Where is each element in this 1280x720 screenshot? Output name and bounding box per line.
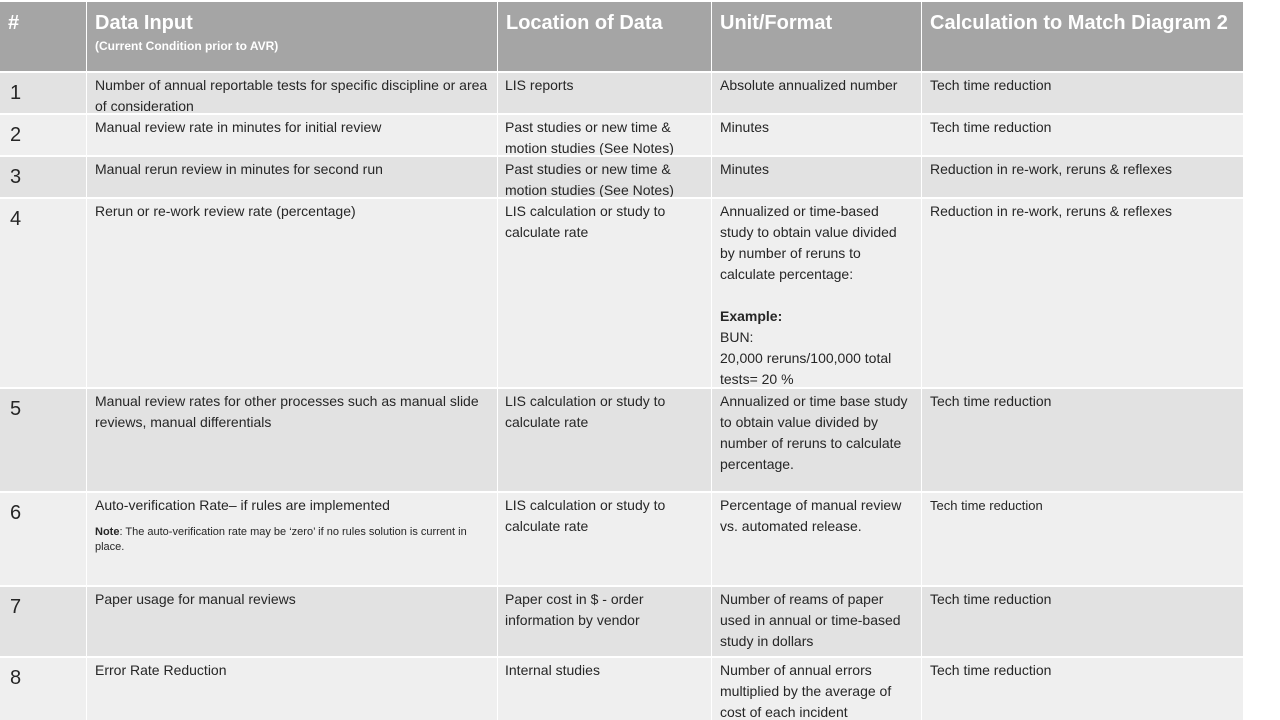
row-unit: Absolute annualized number [712, 73, 922, 113]
header-data-input-subtitle: (Current Condition prior to AVR) [95, 39, 279, 53]
row-input: Error Rate Reduction [87, 658, 498, 720]
row-unit: Percentage of manual review vs. automated release. [712, 493, 922, 585]
note-text: : The auto-verification rate may be ‘zero’ if no rules solution is current in place. [95, 525, 467, 553]
table-row [0, 658, 1243, 720]
row-calc: Tech time reduction [930, 76, 1052, 93]
row-calc: Reduction in re-work, reruns & reflexes [930, 202, 1172, 219]
row-location: LIS calculation or study to calculate rate [498, 493, 712, 585]
row-input: Auto-verification Rate– if rules are implemented [95, 496, 390, 513]
row-input: Manual review rates for other processes such as manual slide reviews, manual differentials [87, 389, 498, 491]
header-data-input-title: Data Input [95, 12, 193, 34]
row-unit: Number of reams of paper used in annual or time-based study in dollars [712, 587, 922, 656]
row-input: Number of annual reportable tests for specific discipline or area of consideration [87, 73, 498, 113]
row-unit-cell [712, 199, 922, 387]
row-num: 1 [0, 73, 87, 113]
right-margin [1243, 0, 1280, 720]
row-input: Manual rerun review in minutes for second run [87, 157, 498, 197]
row-location: LIS calculation or study to calculate rate [498, 389, 712, 491]
row-location: Paper cost in $ - order information by vendor [498, 587, 712, 656]
row-location: LIS reports [498, 73, 712, 113]
example-line-2: 20,000 reruns/100,000 total tests= 20 % [720, 349, 892, 387]
table-row [0, 389, 1243, 493]
table-row [0, 115, 1243, 157]
table-header [0, 2, 1243, 73]
row-num: 5 [0, 389, 87, 491]
row-unit: Minutes [712, 157, 922, 197]
row-unit: Number of annual errors multiplied by the average of cost of each incident [712, 658, 922, 720]
header-calc: Calculation to Match Diagram 2 [930, 12, 1228, 34]
header-unit: Unit/Format [712, 2, 922, 71]
row-calc: Tech time reduction [930, 118, 1052, 135]
row-input: Rerun or re-work review rate (percentage) [87, 199, 498, 387]
row-unit: Annualized or time-based study to obtain value divided by number of reruns to calculate percentage: [720, 202, 897, 282]
row-note [95, 525, 491, 555]
row-unit: Minutes [712, 115, 922, 155]
row-input-cell [87, 493, 498, 585]
row-location: LIS calculation or study to calculate rate [498, 199, 712, 387]
table-row [0, 587, 1243, 658]
table-row [0, 199, 1243, 389]
table-row [0, 157, 1243, 199]
row-location: Past studies or new time & motion studies (See Notes) [498, 115, 712, 155]
row-num: 2 [0, 115, 87, 155]
row-calc: Tech time reduction [930, 497, 1043, 513]
row-calc: Tech time reduction [930, 662, 1052, 679]
row-num: 7 [0, 587, 87, 656]
row-num: 3 [0, 157, 87, 197]
note-label: Note [95, 525, 120, 538]
row-calc: Tech time reduction [930, 392, 1052, 409]
row-input: Manual review rate in minutes for initial review [87, 115, 498, 155]
row-num: 8 [0, 658, 87, 720]
row-calc: Tech time reduction [930, 591, 1052, 608]
row-calc: Reduction in re-work, reruns & reflexes [930, 160, 1172, 177]
header-data-input [87, 2, 498, 71]
row-location: Past studies or new time & motion studies (See Notes) [498, 157, 712, 197]
header-location: Location of Data [498, 2, 712, 71]
row-location: Internal studies [498, 658, 712, 720]
row-unit: Annualized or time base study to obtain value divided by number of reruns to calculate percentage. [712, 389, 922, 491]
row-num: 4 [0, 199, 87, 387]
row-num: 6 [0, 493, 87, 585]
data-input-table [0, 2, 1243, 720]
table-row [0, 493, 1243, 587]
header-num: # [0, 2, 87, 71]
example-label: Example: [720, 307, 783, 324]
example-line-1: BUN: [720, 328, 754, 345]
table-row [0, 73, 1243, 115]
row-input: Paper usage for manual reviews [87, 587, 498, 656]
